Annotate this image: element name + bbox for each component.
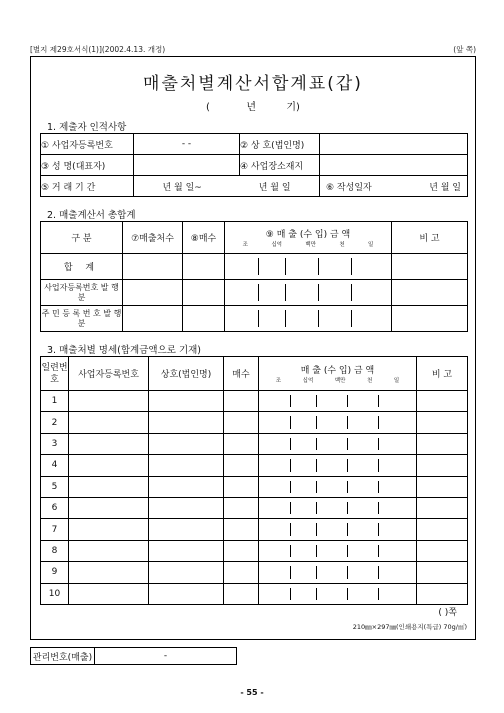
table-row <box>41 583 468 604</box>
col-count: ⑦매출처수 <box>123 222 183 254</box>
sheets-cell[interactable] <box>183 306 225 332</box>
period-from: 년 월 일~ <box>162 182 202 193</box>
reg-cell[interactable] <box>69 391 149 412</box>
note-cell[interactable] <box>417 391 468 412</box>
unit-jo: 조 <box>242 242 248 248</box>
company-cell[interactable] <box>149 476 224 497</box>
note-cell[interactable] <box>392 306 468 332</box>
amount-units <box>259 376 416 384</box>
name-field[interactable] <box>134 155 240 176</box>
col-seq: 일련번호 <box>41 357 69 391</box>
amount-cell[interactable] <box>259 519 417 540</box>
company-cell[interactable] <box>149 540 224 561</box>
row-seq: 2 <box>41 412 69 433</box>
company-cell[interactable] <box>149 433 224 454</box>
col-note: 비 고 <box>417 357 468 391</box>
unit-cheon: 천 <box>339 242 345 248</box>
note-cell[interactable] <box>392 254 468 280</box>
date-label: ⑥ 작성일자 <box>326 182 372 193</box>
col-amount <box>259 357 417 391</box>
summary-row-total <box>41 254 468 280</box>
unit-cheon: 천 <box>367 378 373 384</box>
count-cell[interactable] <box>123 254 183 280</box>
reg-cell[interactable] <box>69 455 149 476</box>
sheets-cell[interactable] <box>224 562 259 583</box>
sheets-cell[interactable] <box>224 540 259 561</box>
note-cell[interactable] <box>392 280 468 306</box>
mgmt-field[interactable]: - <box>95 648 237 665</box>
period-label: ⑤ 거 래 기 간 <box>41 176 134 197</box>
amount-cell[interactable] <box>259 476 417 497</box>
sheets-cell[interactable] <box>224 433 259 454</box>
name-label: ③ 성 명(대표자) <box>41 155 134 176</box>
sheets-cell[interactable] <box>224 519 259 540</box>
company-label: ② 상 호(법인명) <box>240 134 320 155</box>
reg-cell[interactable] <box>69 433 149 454</box>
row-label: 합 계 <box>41 254 123 280</box>
row-seq: 9 <box>41 562 69 583</box>
col-company: 상호(법인명) <box>149 357 224 391</box>
page-of: ( )쪽 <box>438 608 457 618</box>
sheets-cell[interactable] <box>224 412 259 433</box>
page-number: - 55 - <box>240 688 264 697</box>
sheets-cell[interactable] <box>224 583 259 604</box>
form-title: 매출처별계산서합계표(갑) <box>143 74 363 94</box>
row-seq: 4 <box>41 455 69 476</box>
summary-row-resident <box>41 306 468 332</box>
reg-cell[interactable] <box>69 519 149 540</box>
unit-jo: 조 <box>275 378 282 384</box>
year-line <box>31 98 475 113</box>
table-row <box>41 433 468 454</box>
row-seq: 1 <box>41 391 69 412</box>
paper-spec: 210㎜×297㎜(인쇄용지(특급) 70g/㎡) <box>352 623 467 631</box>
reg-cell[interactable] <box>69 497 149 518</box>
unit-sibeok: 십억 <box>302 378 314 384</box>
table-row <box>41 519 468 540</box>
amount-cell[interactable] <box>259 412 417 433</box>
note-cell[interactable] <box>417 583 468 604</box>
sheets-cell[interactable] <box>183 254 225 280</box>
amount-cell[interactable] <box>259 391 417 412</box>
reg-cell[interactable] <box>69 540 149 561</box>
amount-cell[interactable] <box>259 497 417 518</box>
sheets-cell[interactable] <box>224 391 259 412</box>
form-number: [별지 제29호서식(1)](2002.4.13. 개정) <box>30 45 166 54</box>
row-seq: 7 <box>41 519 69 540</box>
table-row <box>41 476 468 497</box>
count-cell[interactable] <box>123 306 183 332</box>
col-amount-label: ⑨ 매 출 (수 입) 금 액 <box>265 230 351 240</box>
note-cell[interactable] <box>417 455 468 476</box>
amount-cell[interactable] <box>225 254 392 280</box>
note-cell[interactable] <box>417 476 468 497</box>
address-label: ④ 사업장소재지 <box>240 155 320 176</box>
amount-cell[interactable] <box>259 583 417 604</box>
company-cell[interactable] <box>149 583 224 604</box>
amount-cell[interactable] <box>259 455 417 476</box>
period-to: 년 월 일 <box>258 182 291 193</box>
col-amount <box>225 222 392 254</box>
detail-table <box>40 356 468 605</box>
submitter-table <box>40 133 468 197</box>
amount-cell[interactable] <box>259 433 417 454</box>
sheets-cell[interactable] <box>224 476 259 497</box>
date-value: 년 월 일 <box>429 182 461 193</box>
unit-baekman: 백만 <box>334 378 346 384</box>
col-reg: 사업자등록번호 <box>69 357 149 391</box>
note-cell[interactable] <box>417 412 468 433</box>
table-row <box>41 412 468 433</box>
company-cell[interactable] <box>149 391 224 412</box>
management-number <box>30 647 237 665</box>
row-seq: 6 <box>41 497 69 518</box>
year-open: ( <box>206 102 210 113</box>
col-sheets: 매수 <box>224 357 259 391</box>
unit-sibeok: 십억 <box>271 242 282 248</box>
amount-cell[interactable] <box>225 306 392 332</box>
mgmt-label: 관리번호(매출) <box>31 648 95 665</box>
company-field[interactable] <box>320 134 468 155</box>
sheets-cell[interactable] <box>183 280 225 306</box>
note-cell[interactable] <box>417 519 468 540</box>
address-field[interactable] <box>320 155 468 176</box>
detail-rows <box>41 391 468 605</box>
table-row <box>41 540 468 561</box>
amount-cell[interactable] <box>259 540 417 561</box>
reg-cell[interactable] <box>69 583 149 604</box>
unit-il: 일 <box>367 242 374 248</box>
row-seq: 5 <box>41 476 69 497</box>
row-label: 사업자등록번호 발 행 분 <box>41 280 123 306</box>
unit-baekman: 백만 <box>305 242 316 248</box>
section1-heading: 1. 제출자 인적사항 <box>47 122 127 133</box>
sheets-cell[interactable] <box>224 455 259 476</box>
summary-row-business <box>41 280 468 306</box>
reg-cell[interactable] <box>69 562 149 583</box>
summary-table <box>40 221 468 332</box>
company-cell[interactable] <box>149 562 224 583</box>
company-cell[interactable] <box>149 455 224 476</box>
date-cell[interactable] <box>320 176 468 197</box>
amount-cell[interactable] <box>225 280 392 306</box>
company-cell[interactable] <box>149 519 224 540</box>
form-frame <box>30 56 476 640</box>
col-note: 비 고 <box>392 222 468 254</box>
col-amount-label: 매 출 (수 입) 금 액 <box>300 366 375 376</box>
period-field[interactable] <box>134 176 320 197</box>
reg-no-label: ① 사업자등록번호 <box>41 134 134 155</box>
row-seq: 8 <box>41 540 69 561</box>
company-cell[interactable] <box>149 412 224 433</box>
col-sheets: ⑧매수 <box>183 222 225 254</box>
year-term: 기) <box>286 102 300 113</box>
sheets-cell[interactable] <box>224 497 259 518</box>
reg-no-field[interactable]: - - <box>134 134 240 155</box>
unit-il: 일 <box>393 378 400 384</box>
row-label: 주 민 등 록 번 호 발 행 분 <box>41 306 123 332</box>
year-unit: 년 <box>246 102 256 113</box>
reg-cell[interactable] <box>69 412 149 433</box>
amount-cell[interactable] <box>259 562 417 583</box>
reg-cell[interactable] <box>69 476 149 497</box>
col-category: 구 분 <box>41 222 123 254</box>
note-cell[interactable] <box>417 433 468 454</box>
section2-heading: 2. 매출계산서 총합계 <box>47 210 136 221</box>
table-row <box>41 562 468 583</box>
page-side: (앞 쪽) <box>453 45 476 54</box>
company-cell[interactable] <box>149 497 224 518</box>
amount-units <box>225 240 391 248</box>
row-seq: 3 <box>41 433 69 454</box>
count-cell[interactable] <box>123 280 183 306</box>
table-row <box>41 497 468 518</box>
table-row <box>41 455 468 476</box>
note-cell[interactable] <box>417 497 468 518</box>
table-row <box>41 391 468 412</box>
section3-heading: 3. 매출처별 명세(합계금액으로 기재) <box>47 345 202 356</box>
note-cell[interactable] <box>417 540 468 561</box>
row-seq: 10 <box>41 583 69 604</box>
note-cell[interactable] <box>417 562 468 583</box>
